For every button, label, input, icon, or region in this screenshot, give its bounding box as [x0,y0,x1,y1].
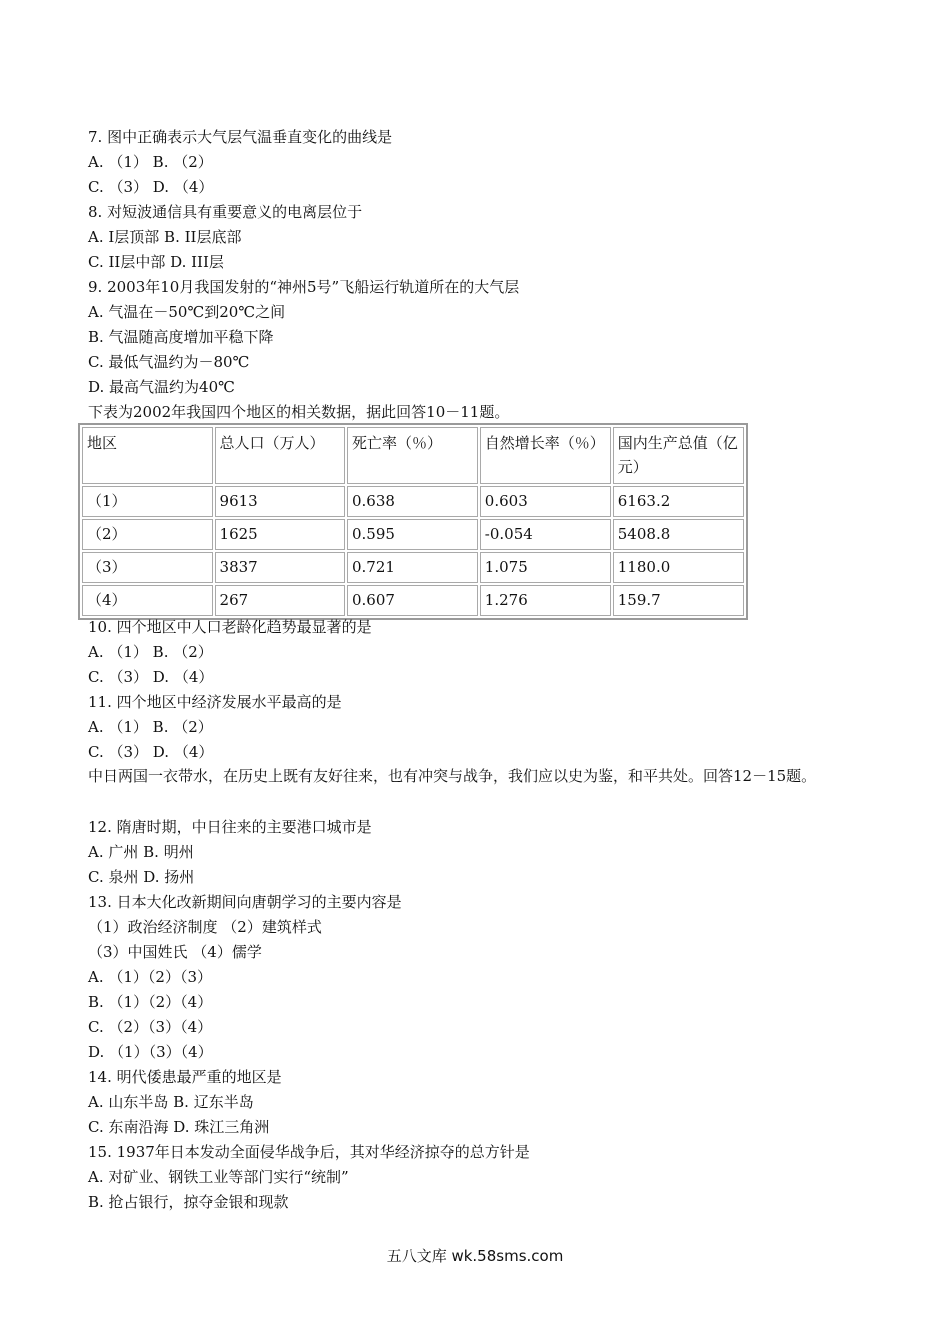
question-9-option-b: B. 气温随高度增加平稳下降 [88,328,274,346]
question-13-items-12: （1）政治经济制度 （2）建筑样式 [88,918,322,936]
table-cell: （2） [82,519,213,550]
question-11-options-ab: A. （1） B. （2） [88,718,213,736]
question-7-options-cd: C. （3） D. （4） [88,178,214,196]
table-cell: 5408.8 [613,519,744,550]
table-cell: 159.7 [613,585,744,616]
table-cell: 6163.2 [613,486,744,517]
question-9: 9. 2003年10月我国发射的“神州5号”飞船运行轨道所在的大气层 [88,278,520,296]
question-13-option-d: D. （1）（3）（4） [88,1043,213,1061]
question-12-options-ab: A. 广州 B. 明州 [88,843,194,861]
table-cell: 1180.0 [613,552,744,583]
table-cell: 0.721 [347,552,478,583]
question-14-options-ab: A. 山东半岛 B. 辽东半岛 [88,1093,254,1111]
question-14: 14. 明代倭患最严重的地区是 [88,1068,282,1086]
question-13-items-34: （3）中国姓氏 （4）儒学 [88,943,262,961]
question-15-option-b: B. 抢占银行，掠夺金银和现款 [88,1193,289,1211]
table-cell: 9613 [215,486,345,517]
header-cell: 国内生产总值（亿元） [613,427,744,484]
question-9-option-d: D. 最高气温约为40℃ [88,378,235,396]
question-11: 11. 四个地区中经济发展水平最高的是 [88,693,342,711]
question-12: 12. 隋唐时期，中日往来的主要港口城市是 [88,818,372,836]
question-13-option-c: C. （2）（3）（4） [88,1018,213,1036]
table-row [82,552,744,583]
question-8: 8. 对短波通信具有重要意义的电离层位于 [88,203,363,221]
section-intro-paragraph: 中日两国一衣带水，在历史上既有友好往来，也有冲突与战争，我们应以史为鉴，和平共处。回答12－15题。 [88,767,817,785]
page-footer: 五八文库 wk.58sms.com [386,1247,564,1265]
question-13-option-b: B. （1）（2）（4） [88,993,213,1011]
question-10-options-ab: A. （1） B. （2） [88,643,213,661]
header-cell: 死亡率（％） [347,427,478,484]
question-7: 7. 图中正确表示大气层气温垂直变化的曲线是 [88,128,393,146]
table-cell: （3） [82,552,213,583]
table-cell: 0.607 [347,585,478,616]
question-13-option-a: A. （1）（2）（3） [88,968,212,986]
header-cell: 自然增长率（％） [480,427,611,484]
table-cell: （4） [82,585,213,616]
header-cell: 总人口（万人） [215,427,345,484]
question-11-options-cd: C. （3） D. （4） [88,743,214,761]
table-row [82,519,744,550]
table-cell: 3837 [215,552,345,583]
table-cell: 0.638 [347,486,478,517]
question-7-options-ab: A. （1） B. （2） [88,153,213,171]
question-9-option-a: A. 气温在－50℃到20℃之间 [88,303,286,321]
region-data-table [78,423,748,620]
header-cell: 地区 [82,427,213,484]
question-14-options-cd: C. 东南沿海 D. 珠江三角洲 [88,1118,270,1136]
table-header-row [82,427,744,484]
table-cell: -0.054 [480,519,611,550]
question-12-options-cd: C. 泉州 D. 扬州 [88,868,195,886]
table-cell: 1625 [215,519,345,550]
question-8-options-cd: C. II层中部 D. III层 [88,253,224,271]
table-cell: 1.075 [480,552,611,583]
table-cell: 0.595 [347,519,478,550]
table-row [82,486,744,517]
question-10: 10. 四个地区中人口老龄化趋势最显著的是 [88,618,372,636]
table-intro: 下表为2002年我国四个地区的相关数据，据此回答10－11题。 [88,403,510,421]
question-13: 13. 日本大化改新期间向唐朝学习的主要内容是 [88,893,402,911]
question-15-option-a: A. 对矿业、钢铁工业等部门实行“统制” [88,1168,349,1186]
question-15: 15. 1937年日本发动全面侵华战争后，其对华经济掠夺的总方针是 [88,1143,530,1161]
table-row [82,585,744,616]
question-9-option-c: C. 最低气温约为－80℃ [88,353,250,371]
table-cell: 1.276 [480,585,611,616]
question-8-options-ab: A. I层顶部 B. II层底部 [88,228,242,246]
table-cell: 267 [215,585,345,616]
table-cell: 0.603 [480,486,611,517]
question-10-options-cd: C. （3） D. （4） [88,668,214,686]
table-cell: （1） [82,486,213,517]
